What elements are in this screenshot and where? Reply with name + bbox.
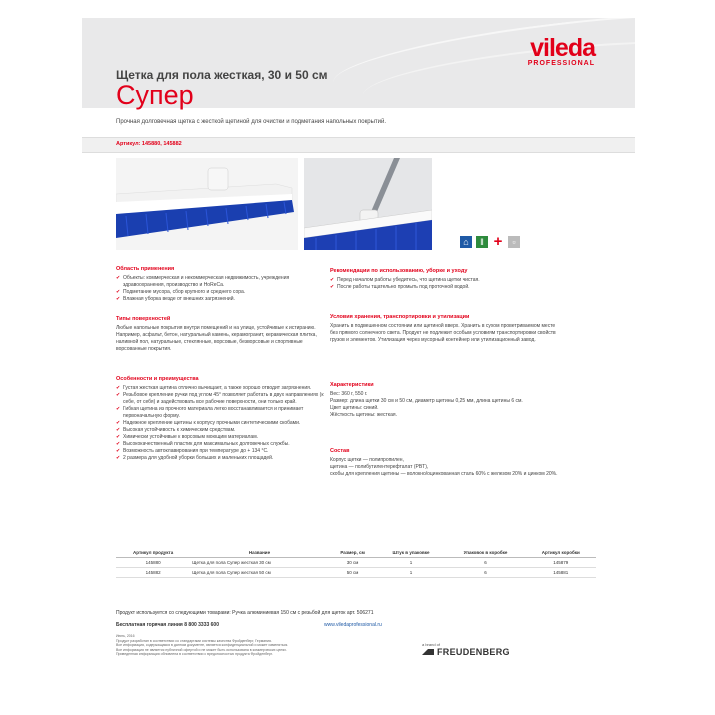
list-item: ✔ Подметание мусора, сбор крупного и среднего сора. bbox=[116, 289, 326, 296]
surfaces-text: Любые напольные покрытия внутри помещений и на улице, устойчивые к истиранию. Например, асфальт, бетон, натуральный камень, керамогранит, керамическая плитка, наливной пол, натуральные, стеклянные, ворсовые, безворсовые и спортивные ворсованные покрытия. bbox=[116, 325, 317, 352]
brand-name: vileda bbox=[530, 34, 595, 62]
broom-photo-2 bbox=[304, 158, 432, 250]
usage-icons bbox=[460, 233, 520, 250]
composition-section bbox=[330, 448, 560, 478]
article-bar bbox=[82, 137, 635, 153]
header-band bbox=[82, 18, 635, 108]
legal-text: Июнь, 2016 Продукт разработан в соответствии со стандартами системы качества Фройденберг, Германия. Все информация, содержащаяся в данном документе, является конфиденциальной и может изменяться. Все информация не является публичной офертой и не может быть использована в коммерческих целях. Приведенная информация обновлена в соответствии с вредоносностью продукта Фройденберг. bbox=[116, 634, 289, 656]
product-intro: Прочная долговечная щетка с жесткой щетиной для очистки и подметания напольных покрытий. bbox=[116, 119, 387, 125]
table-cell: 30 см bbox=[329, 558, 377, 568]
table-header: Артикул коробки bbox=[526, 548, 596, 558]
list-item: ✔ Влажная уборка везде от внешних загрязнений. bbox=[116, 296, 326, 303]
application-section bbox=[116, 266, 326, 303]
broom-photo-1 bbox=[116, 158, 298, 250]
list-item: ✔ Химически устойчивые к ворсовым моющим материалам. bbox=[116, 434, 326, 441]
composition-title: Состав bbox=[330, 448, 350, 454]
table-cell: 1 bbox=[377, 558, 446, 568]
freudenberg-name: FREUDENBERG bbox=[437, 647, 510, 657]
website-link[interactable]: www.viledaprofessional.ru bbox=[324, 622, 382, 628]
house-icon: ⌂ bbox=[460, 236, 472, 248]
list-item: ✔ Надежное крепление щетины к корпусу прочными синтетическими скобами. bbox=[116, 420, 326, 427]
grey-square-icon: ▫ bbox=[508, 236, 520, 248]
table-cell: 145880 bbox=[116, 558, 190, 568]
composition-line: щетина — полибутилентерефталат (PBT), bbox=[330, 464, 429, 470]
product-subtitle: Щетка для пола жесткая, 30 и 50 см bbox=[116, 68, 328, 82]
storage-text: Хранить в подвешенном состоянии или щетиной вверх. Хранить в сухом проветриваемом месте без прямого солнечного света. Продукт не подлежит особым условиям транспортировки свойств грузов и элементов. Утилизация через мусорный контейнер или утилизационный завод. bbox=[330, 323, 556, 343]
table-header: Штук в упаковке bbox=[377, 548, 446, 558]
table-header: Артикул продукта bbox=[116, 548, 190, 558]
table-cell: Щетка для пола Супер жесткая 30 см bbox=[190, 558, 328, 568]
product-title: Супер bbox=[116, 80, 194, 110]
table-header: Размер, см bbox=[329, 548, 377, 558]
table-row bbox=[116, 568, 596, 578]
vileda-logo bbox=[528, 36, 595, 67]
usage-title: Рекомендации по использованию, уборке и уходу bbox=[330, 268, 468, 274]
table-cell: 6 bbox=[445, 568, 525, 578]
storage-title: Условия хранения, транспортировки и утилизации bbox=[330, 314, 470, 320]
storage-section bbox=[330, 314, 560, 344]
table-row bbox=[116, 558, 596, 568]
list-item: ✔ Резьбовое крепление ручки под углом 45° позволяет работать в двух направлениях (к себе, от себя) и задействовать все рабочие поверхности, они только край. bbox=[116, 392, 326, 406]
table-cell: 145882 bbox=[116, 568, 190, 578]
table-header: Название bbox=[190, 548, 328, 558]
list-item: ✔ 2 размера для удобной уборки больших и маленьких площадей. bbox=[116, 455, 326, 462]
table-cell: 1 bbox=[377, 568, 446, 578]
usage-section bbox=[330, 268, 560, 291]
list-item: ✔ Высококачественный пластик для максимальных долговечных службы. bbox=[116, 441, 326, 448]
surfaces-section bbox=[116, 316, 326, 353]
list-item: ✔ Перед началом работы убедитесь, что щетина щетки чистая. bbox=[330, 277, 560, 284]
freudenberg-icon bbox=[422, 649, 434, 655]
composition-line: скобы для крепления щетины — волокно/оцинкованная сталь 60% с железом 20% и цинком 20%. bbox=[330, 471, 558, 477]
table-cell: 145881 bbox=[526, 568, 596, 578]
list-item: ✔ Гибкая щетина из прочного материала легко восстанавливается и принимает первоначальную форму. bbox=[116, 406, 326, 420]
spec-line: Жёсткость щетины: жесткая. bbox=[330, 412, 397, 418]
product-table bbox=[116, 548, 596, 578]
hotline: Бесплатная горячая линия 8 800 3333 600 bbox=[116, 622, 219, 628]
brand-sub: PROFESSIONAL bbox=[527, 60, 595, 67]
list-item: ✔ Объекты: коммерческая и некоммерческая недвижимость, учреждения здравоохранения, производство и HoReCa. bbox=[116, 275, 326, 289]
food-icon: ǁ bbox=[476, 236, 488, 248]
spec-line: Цвет щетины: синий. bbox=[330, 405, 379, 411]
list-item: ✔ Возможность автоклавирования при температуре до + 134 °C. bbox=[116, 448, 326, 455]
article-numbers: Артикул: 145880, 145882 bbox=[116, 141, 182, 147]
compatible-products: Продукт используется со следующими товарами: Ручка алюминиевая 150 см с резьбой для щеток арт. 506271 bbox=[116, 610, 374, 616]
table-cell: 6 bbox=[445, 558, 525, 568]
table-header: Упаковок в коробке bbox=[445, 548, 525, 558]
specs-title: Характеристики bbox=[330, 382, 374, 388]
list-item: ✔ После работы тщательно промыть под проточной водой. bbox=[330, 284, 560, 291]
composition-line: Корпус щетки — полипропилен, bbox=[330, 457, 404, 463]
spec-line: Размер: длина щетки 30 см и 50 см, диаметр щетины 0,25 мм, длина щетины 6 см. bbox=[330, 398, 523, 404]
product-sheet bbox=[82, 18, 635, 698]
freudenberg-wordmark bbox=[422, 647, 510, 657]
table-cell: Щетка для пола Супер жесткая 50 см bbox=[190, 568, 328, 578]
features-title: Особенности и преимущества bbox=[116, 376, 199, 382]
features-section bbox=[116, 376, 326, 462]
surfaces-title: Типы поверхностей bbox=[116, 316, 171, 322]
spec-line: Вес: 360 г, 550 г. bbox=[330, 391, 368, 397]
list-item: ✔ Густая жесткая щетина отлично вычищает, а также хорошо отводит загрязнения. bbox=[116, 385, 326, 392]
application-title: Область применения bbox=[116, 266, 175, 272]
list-item: ✔ Высокая устойчивость к химическим средствам. bbox=[116, 427, 326, 434]
freudenberg-logo bbox=[422, 642, 510, 657]
brand-of-label: a brand of bbox=[422, 642, 441, 647]
medical-cross-icon: + bbox=[493, 233, 503, 250]
table-cell: 50 см bbox=[329, 568, 377, 578]
table-cell: 145879 bbox=[526, 558, 596, 568]
specs-section bbox=[330, 382, 560, 419]
